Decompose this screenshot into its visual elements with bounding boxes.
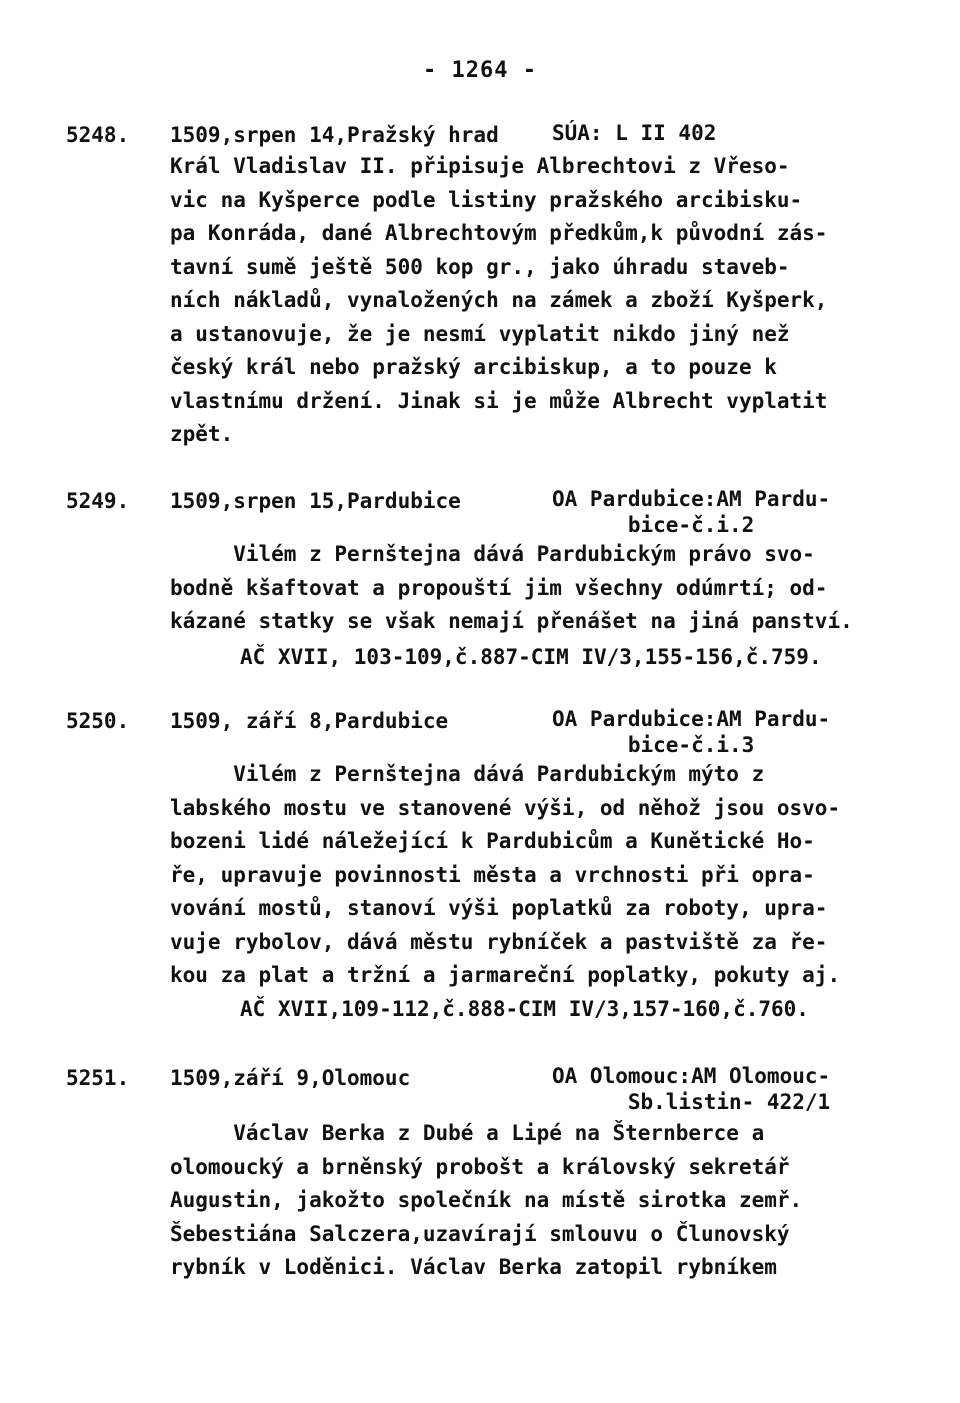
entry-edition-reference: AČ XVII,109-112,č.888-CIM IV/3,157-160,č.760. bbox=[240, 997, 809, 1021]
entry-archive-reference: OA Olomouc:AM Olomouc- Sb.listin- 422/1 bbox=[552, 1064, 831, 1114]
entry-body: Král Vladislav II. připisuje Albrechtovi z Vřeso- vic na Kyšperce podle listiny pražského arcibisku- pa Konráda, dané Albrechtovým předkům,k původní zás- tavní sumě ještě 500 kop gr., jako úhradu staveb- ních nákladů, vynaložených na zámek a zboží Kyšperk, a ustanovuje, že je nesmí vyplatit nikdo jiný než český král nebo pražský arcibiskup, a to pouze k vlastnímu držení. Jinak si je může Albrecht vyplatit zpět. bbox=[170, 154, 828, 446]
entry-number: 5248. bbox=[66, 123, 130, 147]
entry-archive-reference: OA Pardubice:AM Pardu- bice-č.i.2 bbox=[552, 487, 831, 537]
entry-date-place: 1509,srpen 15,Pardubice bbox=[170, 489, 461, 513]
entry-body: Vilém z Pernštejna dává Pardubickým právo svo- bodně kšaftovat a propouští jim všechny odúmrtí; od- kázané statky se však nemají přenášet na jiná panství. bbox=[170, 542, 853, 633]
entry-edition-reference: AČ XVII, 103-109,č.887-CIM IV/3,155-156,č.759. bbox=[240, 645, 822, 669]
entry-date-place: 1509,září 9,Olomouc bbox=[170, 1066, 411, 1090]
entry-body: Vilém z Pernštejna dává Pardubickým mýto z labského mostu ve stanovené výši, od něhož jsou osvo- bozeni lidé náležející k Pardubicům a Kunětické Ho- ře, upravuje povinnosti města a vrchnosti při opra- vování mostů, stanoví výši poplatků za roboty, upra- vuje rybolov, dává městu rybníček a pastviště za ře- kou za plat a tržní a jarmareční poplatky, pokuty aj. bbox=[170, 762, 841, 987]
entry-number: 5250. bbox=[66, 709, 130, 733]
entry-date-place: 1509, září 8,Pardubice bbox=[170, 709, 449, 733]
page-number: - 1264 - bbox=[423, 58, 537, 83]
entry-number: 5249. bbox=[66, 489, 130, 513]
entry-body: Václav Berka z Dubé a Lipé na Šternberce a olomoucký a brněnský probošt a královský sekretář Augustin, jakožto společník na místě sirotka zemř. Šebestiána Salczera,uzavírají smlouvu o Člunovský rybník v Loděnici. Václav Berka zatopil rybníkem bbox=[170, 1121, 803, 1279]
entry-archive-reference: OA Pardubice:AM Pardu- bice-č.i.3 bbox=[552, 707, 831, 757]
entry-5249 bbox=[0, 486, 960, 686]
entry-archive-reference: SÚA: L II 402 bbox=[552, 121, 717, 145]
entry-5251 bbox=[0, 1063, 960, 1293]
entry-number: 5251. bbox=[66, 1066, 130, 1090]
entry-date-place: 1509,srpen 14,Pražský hrad bbox=[170, 123, 499, 147]
entry-5248 bbox=[0, 120, 960, 460]
entry-5250 bbox=[0, 706, 960, 1046]
